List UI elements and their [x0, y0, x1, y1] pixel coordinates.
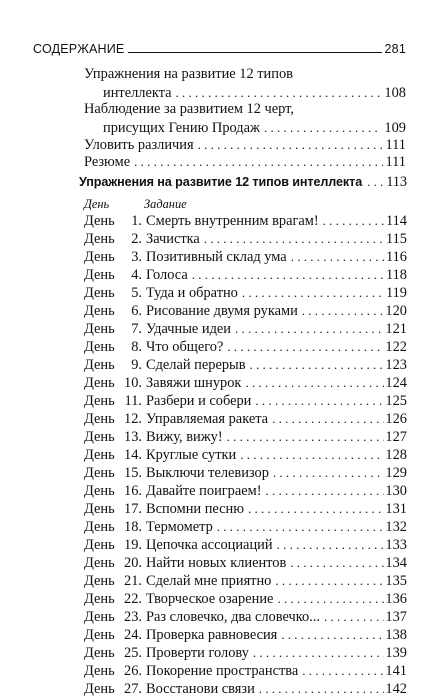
day-entry[interactable]: [84, 212, 407, 230]
day-page: 133: [385, 537, 407, 553]
leader-dots: [277, 536, 385, 554]
day-label: День: [84, 627, 115, 643]
day-number: 19.: [124, 537, 142, 553]
leader-dots: [227, 428, 385, 446]
day-number: 26.: [124, 663, 142, 679]
day-task-title: Управляемая ракета: [146, 411, 269, 427]
day-entry[interactable]: [84, 482, 407, 500]
day-task-title: Выключи телевизор: [146, 465, 269, 481]
day-page: 121: [385, 321, 407, 337]
leader-dots: [291, 248, 385, 266]
day-task-title: Цепочка ассоциаций: [146, 537, 273, 553]
day-task-title: Зачистка: [146, 231, 200, 247]
day-label: День: [84, 429, 115, 445]
day-label: День: [84, 267, 115, 283]
day-number: 5.: [131, 285, 142, 301]
day-entry[interactable]: [84, 248, 407, 266]
day-entry[interactable]: [84, 266, 407, 284]
day-number: 17.: [124, 501, 142, 517]
toc-entry-page: 109: [384, 120, 406, 136]
day-task-title: Вспомни песню: [146, 501, 245, 517]
day-label: День: [84, 339, 115, 355]
running-head-page-number: 281: [384, 42, 406, 56]
leader-dots: [290, 554, 384, 572]
day-label: День: [84, 555, 115, 571]
day-entry[interactable]: [84, 536, 407, 554]
toc-entry-title-line: Упражнения на развитие 12 типов: [84, 66, 293, 82]
section-heading[interactable]: [79, 174, 407, 191]
day-entry[interactable]: [84, 554, 407, 572]
day-task-title: Проверка равновесия: [146, 627, 278, 643]
day-task-title: Сделай перерыв: [146, 357, 246, 373]
running-head-title: СОДЕРЖАНИЕ: [33, 42, 125, 56]
day-task-title: Творческое озарение: [146, 591, 274, 607]
day-entry[interactable]: [84, 374, 407, 392]
day-number: 14.: [124, 447, 142, 463]
day-page: 119: [385, 285, 407, 301]
day-label: День: [84, 393, 115, 409]
day-task-title: Давайте поиграем!: [146, 483, 262, 499]
day-task-title: Найти новых клиентов: [146, 555, 287, 571]
day-number: 20.: [124, 555, 142, 571]
day-number: 6.: [131, 303, 142, 319]
day-label: День: [84, 447, 115, 463]
day-number: 27.: [124, 681, 142, 697]
day-page: 139: [385, 645, 407, 661]
day-task-title: Раз словечко, два словечко...: [146, 609, 320, 625]
day-entry[interactable]: [84, 644, 407, 662]
leader-dots: [324, 608, 384, 626]
toc-entry-title-line: Наблюдение за развитием 12 черт,: [84, 101, 294, 117]
day-number: 25.: [124, 645, 142, 661]
day-number: 12.: [124, 411, 142, 427]
day-number: 7.: [131, 321, 142, 337]
day-page: 142: [385, 681, 407, 697]
day-number: 8.: [131, 339, 142, 355]
leader-dots: [253, 644, 385, 662]
leader-dots: [273, 464, 384, 482]
leader-dots: [175, 84, 382, 101]
running-head-rule: [128, 52, 381, 53]
day-number: 9.: [131, 357, 142, 373]
leader-dots: [240, 446, 384, 464]
leader-dots: [204, 230, 385, 248]
day-label: День: [84, 663, 115, 679]
day-page: 122: [385, 339, 407, 355]
day-task-title: Туда и обратно: [146, 285, 238, 301]
day-entry[interactable]: [84, 338, 407, 356]
day-number: 2.: [131, 231, 142, 247]
day-label: День: [84, 285, 115, 301]
day-task-title: Проверти голову: [146, 645, 249, 661]
day-entry[interactable]: [84, 284, 407, 302]
day-number: 3.: [131, 249, 142, 265]
day-label: День: [84, 483, 115, 499]
day-number: 13.: [124, 429, 142, 445]
day-page: 120: [385, 303, 407, 319]
day-label: День: [84, 321, 115, 337]
leader-dots: [302, 302, 385, 320]
day-label: День: [84, 465, 115, 481]
day-label: День: [84, 591, 115, 607]
toc-entry-title: интеллекта: [103, 85, 172, 101]
leader-dots: [264, 119, 382, 136]
day-page: 128: [385, 447, 407, 463]
leader-dots: [281, 626, 384, 644]
leader-dots: [248, 500, 384, 518]
toc-entry-title: Уловить различия: [84, 137, 194, 153]
toc-entry-title: Резюме: [84, 154, 131, 170]
day-number: 21.: [124, 573, 142, 589]
toc-entry-page: 111: [385, 137, 406, 153]
day-page: 130: [385, 483, 407, 499]
leader-dots: [367, 175, 384, 189]
day-task-title: Термометр: [146, 519, 213, 535]
day-number: 16.: [124, 483, 142, 499]
day-task-title: Вижу, вижу!: [146, 429, 223, 445]
day-page: 115: [385, 231, 407, 247]
day-task-title: Голоса: [146, 267, 188, 283]
day-page: 137: [385, 609, 407, 625]
day-task-title: Что общего?: [146, 339, 224, 355]
day-number: 24.: [124, 627, 142, 643]
toc-entry-page: 108: [384, 85, 406, 101]
column-header-task: Задание: [144, 197, 187, 211]
day-task-title: Разбери и собери: [146, 393, 252, 409]
day-task-title: Завяжи шнурок: [146, 375, 242, 391]
running-head: [33, 42, 406, 56]
day-entry[interactable]: [84, 608, 407, 626]
day-page: 123: [385, 357, 407, 373]
day-task-title: Смерть внутренним врагам!: [146, 213, 319, 229]
day-task-title: Круглые сутки: [146, 447, 237, 463]
day-entry[interactable]: [84, 680, 407, 698]
leader-dots: [227, 338, 384, 356]
leader-dots: [217, 518, 385, 536]
day-label: День: [84, 375, 115, 391]
day-task-title: Рисование двумя руками: [146, 303, 298, 319]
day-entry[interactable]: [84, 356, 407, 374]
toc-entry[interactable]: [103, 84, 406, 102]
leader-dots: [245, 374, 384, 392]
day-label: День: [84, 213, 115, 229]
leader-dots: [134, 153, 383, 170]
leader-dots: [255, 392, 384, 410]
day-page: 124: [385, 375, 407, 391]
day-entry[interactable]: [84, 320, 407, 338]
day-number: 15.: [124, 465, 142, 481]
day-page: 135: [385, 573, 407, 589]
leader-dots: [323, 212, 385, 230]
day-entry[interactable]: [84, 590, 407, 608]
toc-entry-title: присущих Гению Продаж: [103, 120, 260, 136]
day-entry[interactable]: [84, 572, 407, 590]
day-task-title: Удачные идеи: [146, 321, 232, 337]
day-entry[interactable]: [84, 230, 407, 248]
day-number: 18.: [124, 519, 142, 535]
toc-entry[interactable]: [103, 119, 406, 137]
day-entry[interactable]: [84, 428, 407, 446]
day-label: День: [84, 411, 115, 427]
day-label: День: [84, 537, 115, 553]
day-page: 131: [385, 501, 407, 517]
day-label: День: [84, 249, 115, 265]
day-page: 126: [385, 411, 407, 427]
day-page: 116: [385, 249, 407, 265]
day-label: День: [84, 681, 115, 697]
day-entry[interactable]: [84, 302, 407, 320]
day-entry[interactable]: [84, 518, 407, 536]
section-page: 113: [386, 174, 407, 190]
leader-dots: [277, 590, 384, 608]
day-label: День: [84, 303, 115, 319]
day-number: 22.: [124, 591, 142, 607]
leader-dots: [198, 136, 384, 153]
day-page: 132: [385, 519, 407, 535]
day-page: 114: [385, 213, 407, 229]
leader-dots: [250, 356, 385, 374]
day-label: День: [84, 573, 115, 589]
day-entry[interactable]: [84, 626, 407, 644]
day-number: 10.: [124, 375, 142, 391]
day-entry[interactable]: [84, 446, 407, 464]
leader-dots: [242, 284, 385, 302]
day-label: День: [84, 501, 115, 517]
day-label: День: [84, 357, 115, 373]
day-task-title: Восстанови связи: [146, 681, 255, 697]
column-header-day: День: [84, 197, 110, 211]
leader-dots: [266, 482, 385, 500]
day-number: 4.: [131, 267, 142, 283]
day-number: 1.: [131, 213, 142, 229]
leader-dots: [275, 572, 384, 590]
day-page: 136: [385, 591, 407, 607]
day-label: День: [84, 645, 115, 661]
day-number: 23.: [124, 609, 142, 625]
toc-entry[interactable]: [84, 153, 406, 171]
day-task-title: Сделай мне приятно: [146, 573, 272, 589]
leader-dots: [235, 320, 384, 338]
day-entry[interactable]: [84, 500, 407, 518]
day-label: День: [84, 519, 115, 535]
day-number: 11.: [124, 393, 142, 409]
day-entry[interactable]: [84, 410, 407, 428]
leader-dots: [302, 662, 384, 680]
day-label: День: [84, 231, 115, 247]
day-task-title: Позитивный склад ума: [146, 249, 287, 265]
day-task-title: Покорение пространства: [146, 663, 299, 679]
section-title: Упражнения на развитие 12 типов интеллекта: [79, 175, 363, 189]
day-label: День: [84, 609, 115, 625]
day-entry[interactable]: [84, 392, 407, 410]
day-page: 127: [385, 429, 407, 445]
day-entry[interactable]: [84, 464, 407, 482]
day-page: 134: [385, 555, 407, 571]
toc-entry[interactable]: [84, 136, 406, 154]
toc-entry-page: 111: [385, 154, 406, 170]
day-page: 129: [385, 465, 407, 481]
day-page: 141: [385, 663, 407, 679]
day-page: 118: [385, 267, 407, 283]
leader-dots: [259, 680, 385, 698]
leader-dots: [272, 410, 384, 428]
leader-dots: [192, 266, 385, 284]
day-page: 138: [385, 627, 407, 643]
day-page: 125: [385, 393, 407, 409]
day-entry[interactable]: [84, 662, 407, 680]
